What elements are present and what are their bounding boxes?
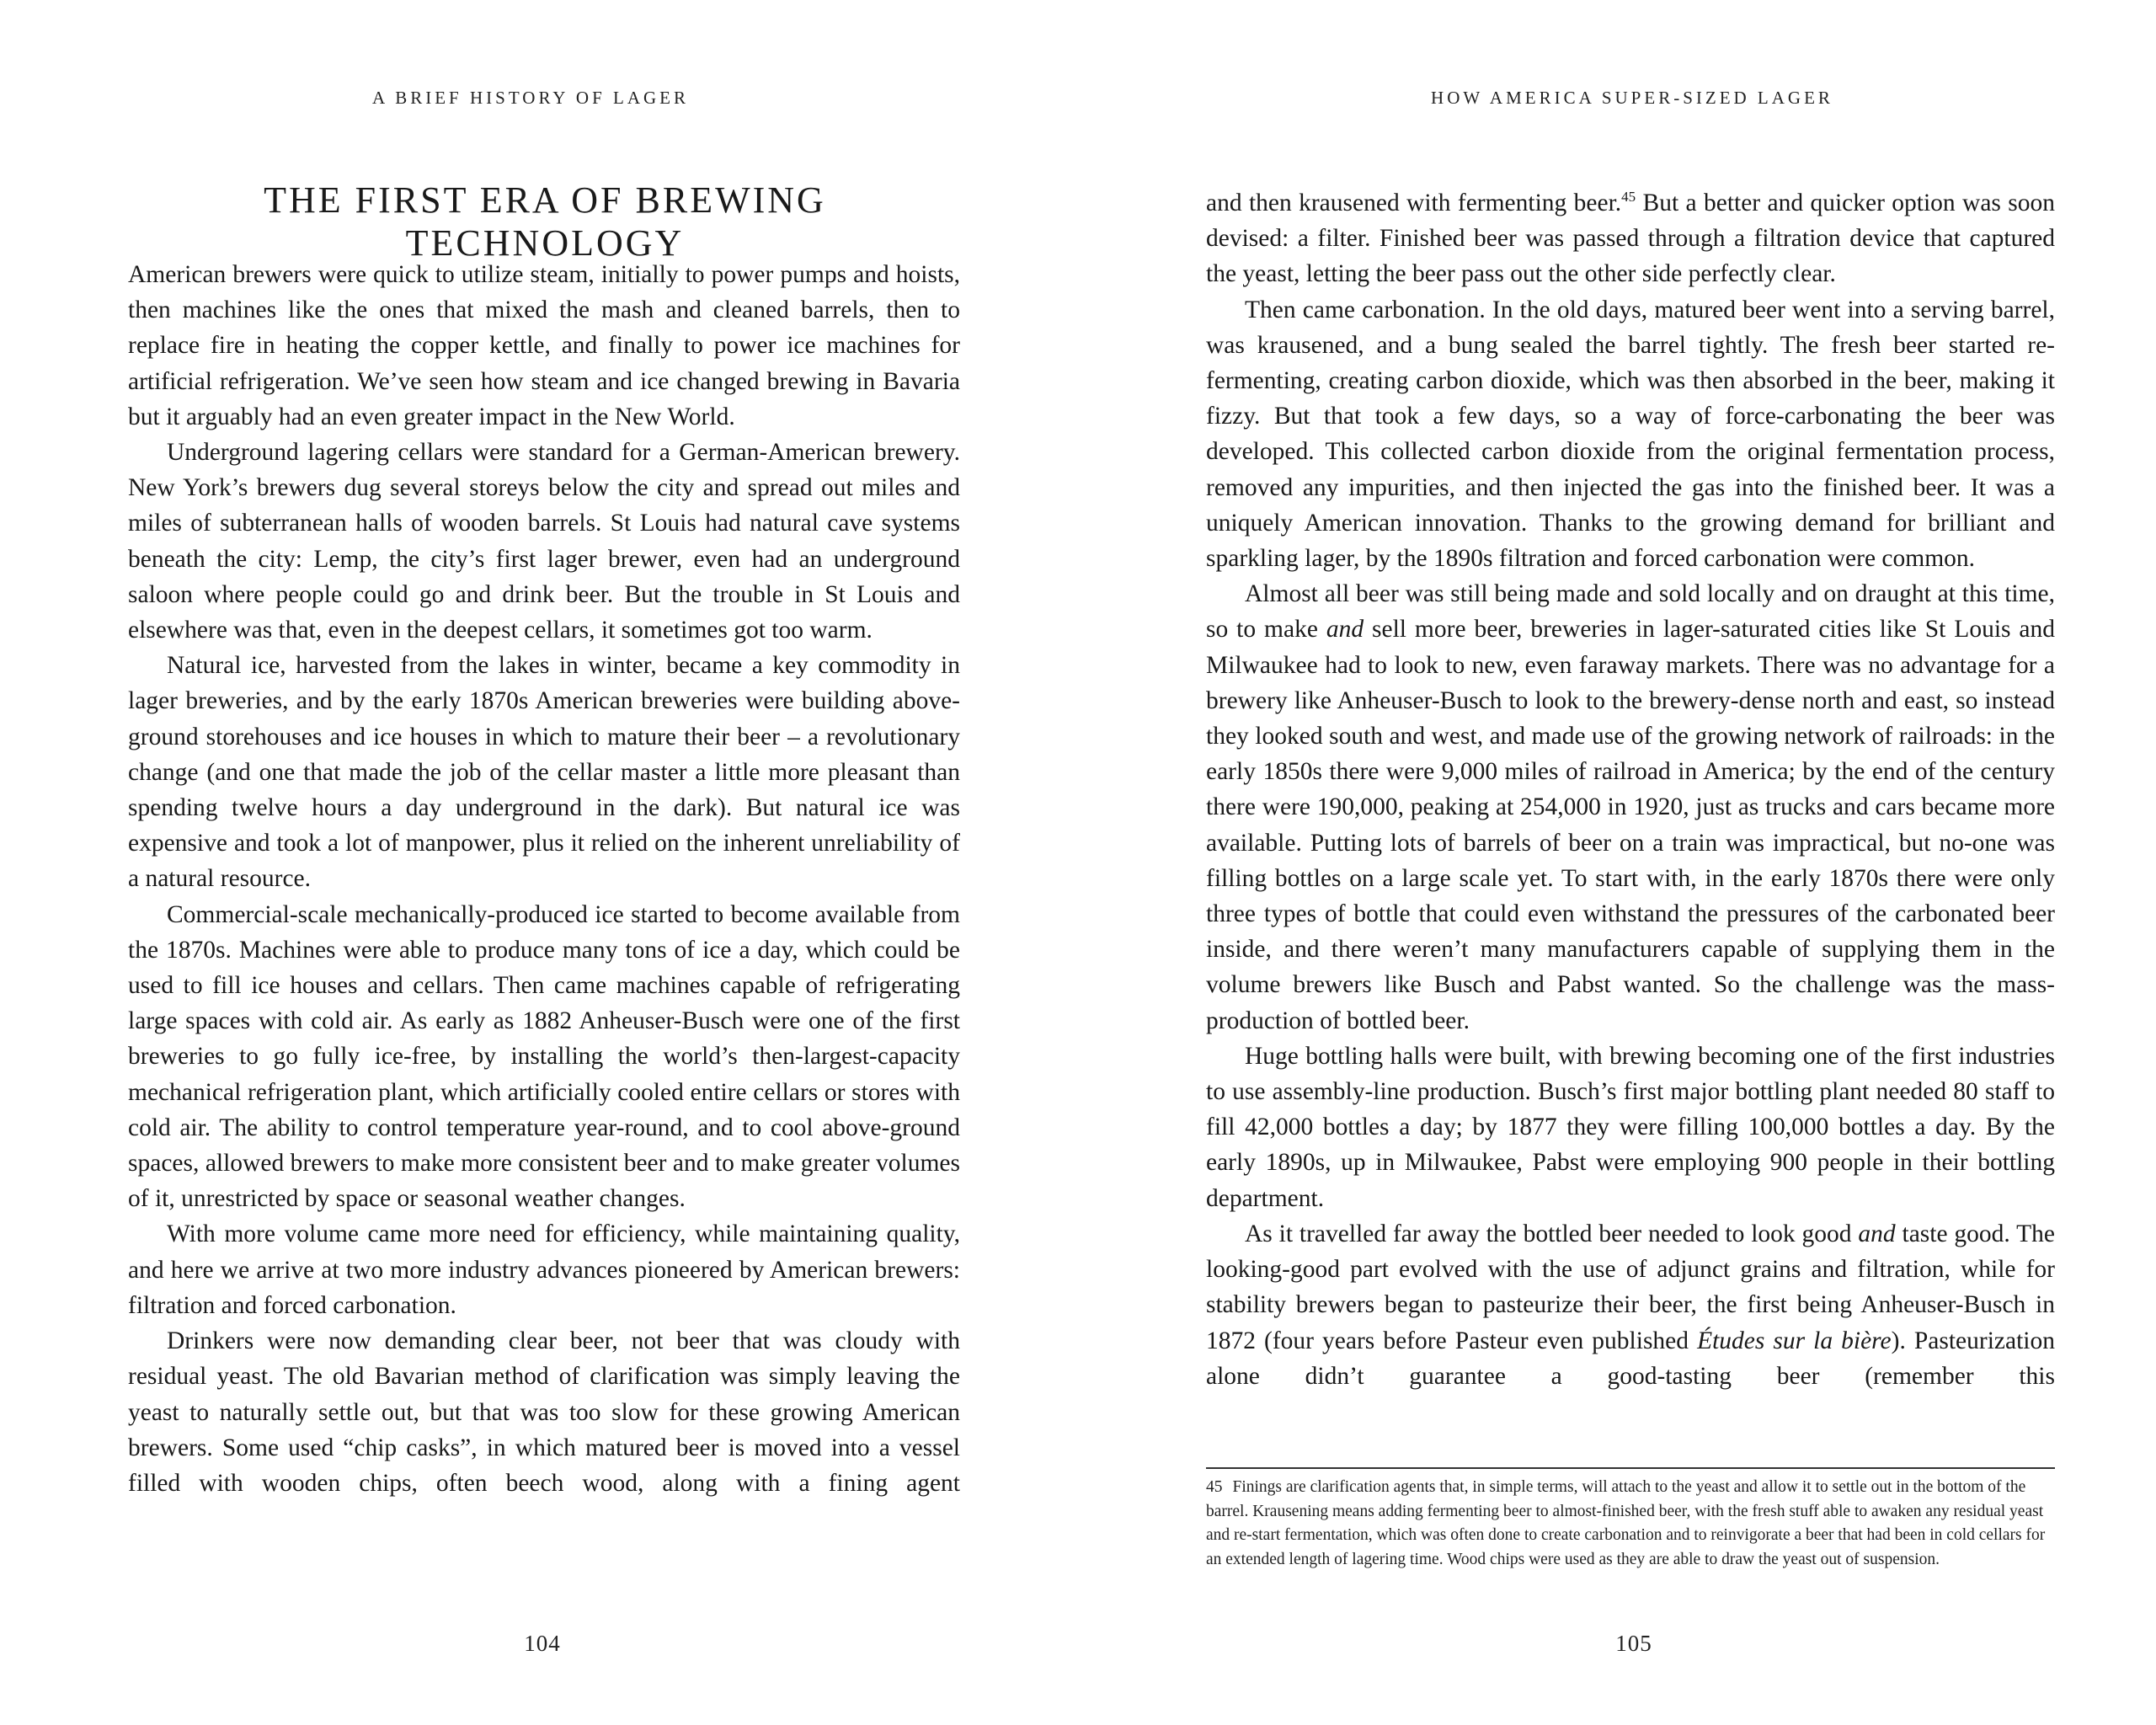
emphasis: and (1858, 1220, 1896, 1247)
footnote-reference[interactable]: 45 (1621, 189, 1636, 206)
left-body-text (128, 257, 960, 1501)
paragraph: Then came carbonation. In the old days, matured beer went into a serving barrel, was krausened, and a bung sealed the barrel tightly. The fresh beer started re-fermenting, creating carbon dioxide, which was then absorbed in the beer, making it fizzy. But that took a few days, so a way of force-carbonating the beer was developed. This collected carbon dioxide from the original fermentation process, removed any impurities, and then injected the gas into the finished beer. It was a uniquely American innovation. Thanks to the growing demand for brilliant and sparkling lager, by the 1890s filtration and forced carbonation were common. (1206, 296, 2055, 573)
paragraph: American brewers were quick to utilize steam, initially to power pumps and hoists, then machines like the ones that mixed the mash and cleaned barrels, then to replace fire in heating the copper kettle, and finally to power ice machines for artificial refrigeration. We’ve seen how steam and ice changed brewing in Bavaria but it arguably had an even greater impact in the New World. (128, 261, 960, 430)
right-page (1078, 0, 2156, 1725)
running-head-left: A BRIEF HISTORY OF LAGER (371, 88, 690, 108)
page-number-left: 104 (524, 1631, 561, 1656)
footnote-text: Finings are clarification agents that, in simple terms, will attach to the yeast and allow it to settle out in the bottom of the barrel. Krausening means adding fermenting beer to almost-finished beer, with the fresh stuff able to awaken any residual yeast and re-start fermentation, which was often done to create carbonation and to reinvigorate a beer that had been in cold cellars for an extended length of lagering time. Wood chips were used as they are able to draw the yeast out of suspension. (1206, 1478, 2046, 1568)
paragraph: Huge bottling halls were built, with brewing becoming one of the first industries to use assembly-line production. Busch’s first major bottling plant needed 80 staff to fill 42,000 bottles a day; by 1877 they were filling 100,000 bottles a day. By the early 1890s, up in Milwaukee, Pabst were employing 900 people in their bottling department. (1206, 1042, 2055, 1212)
paragraph (1206, 185, 2055, 292)
right-body-text (1206, 185, 2055, 1394)
paragraph-text: As it travelled far away the bottled beer needed to look good (1245, 1220, 1859, 1247)
paragraph (1206, 576, 2055, 1039)
footnotes (1206, 1476, 2055, 1572)
paragraph-text: sell more beer, breweries in lager-saturated cities like St Louis and Milwaukee had to look to new, even faraway markets. There was no advantage for a brewery like Anheuser-Busch to look to the brewery-dense north and east, so instead they looked south and west, and made use of the growing network of railroads: in the early 1850s there were 9,000 miles of railroad in America; by the end of the century there were 190,000, peaking at 254,000 in 1920, just as trucks and cars became more available. Putting lots of barrels of beer on a train was impractical, but no-one was filling bottles on a large scale yet. To start with, in the early 1870s there were only three types of bottle that could even withstand the pressures of the carbonated beer inside, and there weren’t many manufacturers capable of supplying them in the volume brewers like Busch and Pabst wanted. So the challenge was the mass-production of bottled beer. (1206, 616, 2056, 1034)
paragraph: Natural ice, harvested from the lakes in winter, became a key commodity in lager breweries, and by the early 1870s American breweries were building above-ground storehouses and ice houses in which to mature their beer – a revolutionary change (and one that made the job of the cellar master a little more pleasant than spending twelve hours a day underground in the dark). But natural ice was expensive and took a lot of manpower, plus it relied on the inherent unreliability of a natural resource. (128, 652, 960, 893)
paragraph-text: But a better and quicker option was soon devised: a filter. Finished beer was passed through a filtration device that captured the yeast, letting the beer pass out the other side perfectly clear. (1206, 190, 2055, 288)
footnote (1206, 1476, 2055, 1572)
chapter-title: THE FIRST ERA OF BREWING TECHNOLOGY (264, 179, 826, 264)
book-title: Études sur la bière (1697, 1327, 1892, 1354)
footnote-divider (1206, 1467, 2055, 1469)
paragraph: With more volume came more need for efficiency, while maintaining quality, and here we arrive at two more industry advances pioneered by American brewers: filtration and forced carbonation. (128, 1220, 960, 1319)
running-head-right: HOW AMERICA SUPER-SIZED LAGER (1431, 88, 1833, 108)
paragraph: Underground lagering cellars were standard for a German-American brewery. New York’s brewers dug several storeys below the city and spread out miles and miles of subterranean halls of wooden barrels. St Louis had natural cave systems beneath the city: Lemp, the city’s first lager brewer, even had an underground saloon where people could go and drink beer. But the trouble in St Louis and elsewhere was that, even in the deepest cellars, it sometimes got too warm. (128, 439, 960, 644)
paragraph-text: and then krausened with fermenting beer. (1206, 190, 1622, 216)
page-number-right: 105 (1615, 1631, 1652, 1656)
paragraph: Commercial-scale mechanically-produced ice started to become available from the 1870s. Machines were able to produce many tons of ice a day, which could be used to fill ice houses and cellars. Then came machines capable of refrigerating large spaces with cold air. As early as 1882 Anheuser-Busch were one of the first breweries to go fully ice-free, by installing the world’s then-largest-capacity mechanical refrigeration plant, which artificially cooled entire cellars or stores with cold air. The ability to control temperature year-round, and to cool above-ground spaces, allowed brewers to make more consistent beer and to make greater volumes of it, unrestricted by space or seasonal weather changes. (128, 900, 960, 1213)
paragraph-text: ). Pasteurization alone didn’t guarantee a good-tasting beer (remember this (1206, 1327, 2055, 1390)
paragraph-text: Almost all beer was still being made and sold locally and on draught at this time, so to make (1206, 580, 2055, 644)
paragraph: Drinkers were now demanding clear beer, not beer that was cloudy with residual yeast. The old Bavarian method of clarification was simply leaving the yeast to naturally settle out, but that was too slow for these growing American brewers. Some used “chip casks”, in which matured beer is moved into a vessel filled with wooden chips, often beech wood, along with a fining agent (128, 1327, 960, 1497)
emphasis: and (1326, 616, 1364, 644)
paragraph-text: taste good. The looking-good part evolved with the use of adjunct grains and filtration, while for stability brewers began to pasteurize their beer, the first being Anheuser-Busch in 1872 (four years before Pasteur even published (1206, 1220, 2055, 1354)
footnote-number: 45 (1206, 1478, 1223, 1496)
paragraph (1206, 1216, 2055, 1394)
